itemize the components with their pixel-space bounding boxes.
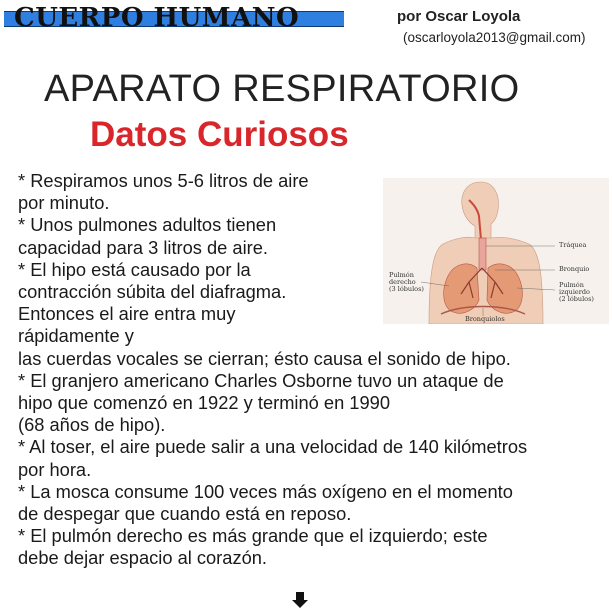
label-trachea: Tráquea	[559, 241, 587, 249]
facts-line: * La mosca consume 100 veces más oxígeno en el momento	[18, 480, 513, 502]
facts-line: rápidamente y	[18, 325, 134, 347]
facts-line: las cuerdas vocales se cierran; ésto causa el sonido de hipo.	[18, 347, 511, 369]
label-left-lung-line: Pulmón	[559, 281, 584, 289]
facts-line: * Unos pulmones adultos tienen	[18, 214, 277, 236]
page-subtitle: Datos Curiosos	[90, 115, 349, 154]
facts-line: hipo que comenzó en 1922 y terminó en 1990	[18, 392, 390, 414]
facts-line: debe dejar espacio al corazón.	[18, 547, 267, 569]
author: por Oscar Loyola	[397, 8, 521, 25]
down-arrow-icon[interactable]	[290, 590, 310, 610]
facts-line: contracción súbita del diafragma.	[18, 281, 287, 303]
facts-line: (68 años de hipo).	[18, 414, 166, 436]
label-bronchioles: Bronquiolos	[465, 315, 505, 323]
label-left-lung-line: izquierdo	[559, 288, 590, 296]
facts-line: * Respiramos unos 5-6 litros de aire	[18, 170, 309, 191]
facts-line: * Al toser, el aire puede salir a una velocidad de 140 kilómetros	[18, 436, 528, 458]
facts-line: * El hipo está causado por la	[18, 258, 251, 280]
respiratory-diagram	[383, 178, 609, 324]
facts-line: por minuto.	[18, 192, 110, 214]
facts-line: * El pulmón derecho es más grande que el izquierdo; este	[18, 525, 488, 547]
author-email: (oscarloyola2013@gmail.com)	[403, 30, 586, 45]
facts-line: Entonces el aire entra muy	[18, 303, 236, 325]
label-left-lung	[559, 282, 594, 303]
label-right-lung-line: Pulmón	[389, 271, 414, 279]
label-left-lung-line: (2 lóbulos)	[559, 295, 594, 303]
down-arrow-glyph	[290, 590, 310, 610]
facts-line: capacidad para 3 litros de aire.	[18, 236, 268, 258]
label-right-lung-line: derecho	[389, 278, 416, 286]
label-right-lung	[389, 272, 424, 293]
header-title: CUERPO HUMANO	[14, 3, 300, 33]
page-title: APARATO RESPIRATORIO	[44, 68, 520, 110]
facts-line: por hora.	[18, 458, 92, 480]
label-bronchus: Bronquio	[559, 265, 590, 273]
label-right-lung-line: (3 lóbulos)	[389, 285, 424, 293]
facts-line: de despegar que cuando está en reposo.	[18, 503, 352, 525]
facts-line: * El granjero americano Charles Osborne tuvo un ataque de	[18, 369, 504, 391]
